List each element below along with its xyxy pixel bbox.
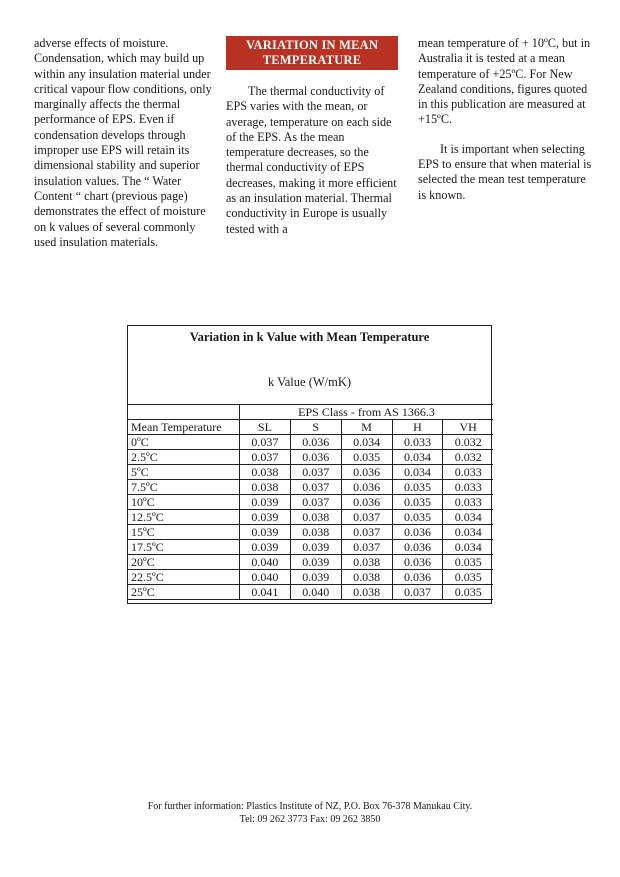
column-3-paragraph-2: It is important when selecting EPS to ensure that when material is selected the mean test temperature is known. [418,141,592,202]
k-value-cell: 0.036 [392,540,443,555]
k-value-cell: 0.035 [392,480,443,495]
table-group-header: EPS Class - from AS 1366.3 [240,405,494,420]
table-subtitle: k Value (W/mK) [267,375,352,389]
k-value-cell: 0.034 [443,540,493,555]
table-column-header-row [128,420,493,435]
footer [0,800,620,826]
k-value-cell: 0.033 [443,480,493,495]
k-value-cell: 0.039 [240,510,291,525]
table-column-header: S [290,420,341,435]
table-column-header: SL [240,420,291,435]
table-column-header: H [392,420,443,435]
k-value-table [128,404,493,600]
k-value-cell: 0.033 [392,435,443,450]
k-value-cell: 0.035 [443,585,493,600]
k-value-cell: 0.037 [341,540,392,555]
table-group-header-row [128,405,493,420]
k-value-cell: 0.038 [290,510,341,525]
k-value-cell: 0.033 [443,465,493,480]
k-value-cell: 0.037 [290,495,341,510]
k-value-cell: 0.039 [290,570,341,585]
table-row [128,555,493,570]
table-row [128,525,493,540]
k-value-cell: 0.035 [443,570,493,585]
mean-temperature-cell: 10ºC [128,495,240,510]
k-value-cell: 0.036 [341,480,392,495]
k-value-cell: 0.039 [290,555,341,570]
k-value-cell: 0.038 [341,570,392,585]
column-3-paragraph-1: mean temperature of + 10ºC, but in Australia it is tested at a mean temperature of +25ºC. For New Zealand conditions, figures quoted in this publication are measured at +15ºC. [418,36,591,127]
k-value-cell: 0.036 [392,525,443,540]
mean-temperature-cell: 17.5ºC [128,540,240,555]
k-value-cell: 0.035 [392,510,443,525]
column-2 [226,84,398,237]
k-value-cell: 0.038 [240,480,291,495]
table-row-header: Mean Temperature [128,420,240,435]
k-value-cell: 0.041 [240,585,291,600]
mean-temperature-cell: 15ºC [128,525,240,540]
k-value-cell: 0.036 [392,555,443,570]
k-value-cell: 0.036 [392,570,443,585]
k-value-cell: 0.032 [443,450,493,465]
k-value-cell: 0.037 [240,450,291,465]
table-column-header: M [341,420,392,435]
table-corner-cell [128,405,240,420]
table-row [128,510,493,525]
k-value-cell: 0.034 [392,465,443,480]
mean-temperature-cell: 0ºC [128,435,240,450]
k-value-cell: 0.038 [290,525,341,540]
mean-temperature-cell: 5ºC [128,465,240,480]
k-value-cell: 0.034 [443,525,493,540]
k-value-cell: 0.035 [341,450,392,465]
k-value-cell: 0.039 [290,540,341,555]
k-value-cell: 0.037 [240,435,291,450]
mean-temperature-cell: 2.5ºC [128,450,240,465]
column-1 [34,36,214,250]
mean-temperature-cell: 25ºC [128,585,240,600]
table-row [128,465,493,480]
k-value-cell: 0.038 [341,555,392,570]
k-value-cell: 0.034 [341,435,392,450]
k-value-cell: 0.032 [443,435,493,450]
k-value-cell: 0.034 [443,510,493,525]
footer-line-1: For further information: Plastics Institute of NZ, P.O. Box 76-378 Manukau City. [147,801,473,812]
table-row [128,540,493,555]
k-value-cell: 0.035 [392,495,443,510]
table-row [128,450,493,465]
k-value-cell: 0.037 [290,480,341,495]
k-value-cell: 0.037 [341,525,392,540]
k-value-table-box [127,325,492,604]
mean-temperature-cell: 20ºC [128,555,240,570]
table-column-header: VH [443,420,493,435]
k-value-cell: 0.040 [240,570,291,585]
k-value-cell: 0.038 [240,465,291,480]
k-value-cell: 0.039 [240,540,291,555]
k-value-cell: 0.035 [443,555,493,570]
mean-temperature-cell: 7.5ºC [128,480,240,495]
k-value-cell: 0.039 [240,495,291,510]
section-heading-text: VARIATION IN MEAN TEMPERATURE [245,38,379,67]
k-value-cell: 0.036 [290,450,341,465]
k-value-cell: 0.037 [290,465,341,480]
k-value-cell: 0.036 [341,495,392,510]
table-row [128,585,493,600]
k-value-cell: 0.037 [392,585,443,600]
k-value-cell: 0.040 [240,555,291,570]
k-value-cell: 0.037 [341,510,392,525]
column-1-paragraph: adverse effects of moisture. Condensation, which may build up within any insulation material under critical vapour flow conditions, only marginally affects the thermal performance of EPS. Even if condensation develops through improper use EPS will retain its dimensional stability and superior insulation values. The “ Water Content “ chart (previous page) demonstrates the effect of moisture on k values of several commonly used insulation materials. [34,36,212,249]
k-value-cell: 0.039 [240,525,291,540]
k-value-cell: 0.036 [290,435,341,450]
k-value-cell: 0.034 [392,450,443,465]
column-2-paragraph: The thermal conductivity of EPS varies with the mean, or average, temperature on each side of the EPS. As the mean temperature decreases, so the thermal conductivity of EPS decreases, making it more efficient as an insulation material. Thermal conductivity in Europe is usually tested with a [226,84,397,236]
table-title: Variation in k Value with Mean Temperature [189,330,430,344]
table-body [128,435,493,600]
table-row [128,435,493,450]
section-heading [226,36,398,70]
column-3 [418,36,596,203]
k-value-cell: 0.038 [341,585,392,600]
mean-temperature-cell: 22.5ºC [128,570,240,585]
k-value-cell: 0.036 [341,465,392,480]
footer-line-2: Tel: 09 262 3773 Fax: 09 262 3850 [239,814,381,825]
k-value-cell: 0.033 [443,495,493,510]
table-row [128,570,493,585]
mean-temperature-cell: 12.5ºC [128,510,240,525]
table-row [128,495,493,510]
k-value-cell: 0.040 [290,585,341,600]
table-row [128,480,493,495]
